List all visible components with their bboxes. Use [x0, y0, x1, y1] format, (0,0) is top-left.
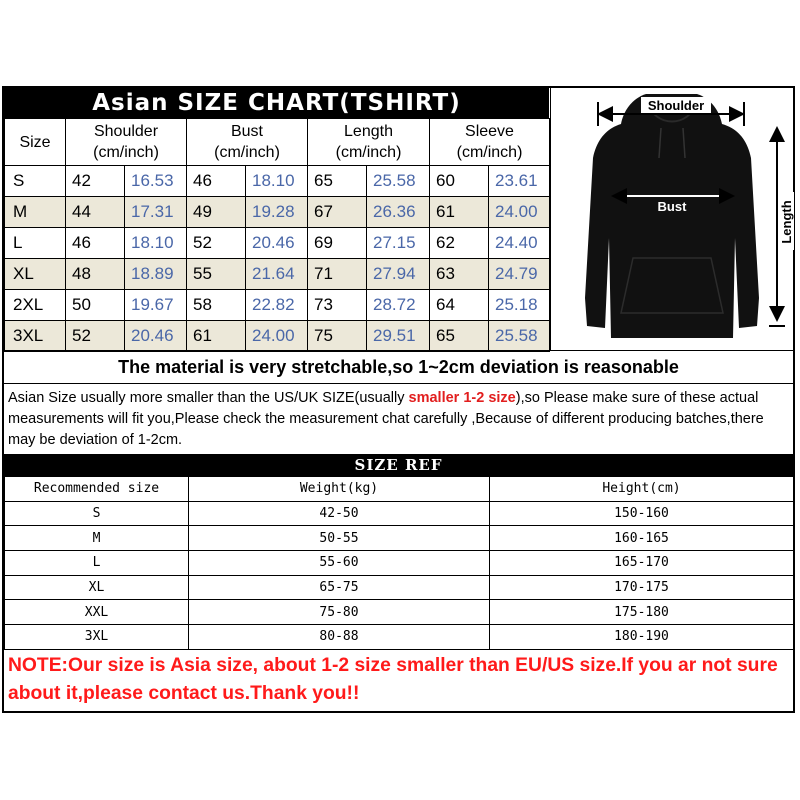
- ref-row: [5, 575, 794, 600]
- inch-cell: 25.18: [489, 290, 550, 321]
- inch-cell: 21.64: [246, 259, 308, 290]
- shoulder-label: Shoulder: [647, 98, 705, 113]
- ref-row: [5, 625, 794, 650]
- ref-weight: 42-50: [189, 501, 490, 526]
- inch-cell: 20.46: [125, 321, 187, 352]
- inch-cell: 24.79: [489, 259, 550, 290]
- inch-cell: 18.89: [125, 259, 187, 290]
- inch-cell: 16.53: [125, 166, 187, 197]
- length-header: Length (cm/inch): [308, 119, 430, 166]
- ref-height: 150-160: [490, 501, 794, 526]
- chart-title: Asian SIZE CHART(TSHIRT): [4, 88, 549, 118]
- inch-cell: 19.28: [246, 197, 308, 228]
- cm-cell: 46: [187, 166, 246, 197]
- cm-cell: 61: [430, 197, 489, 228]
- inch-cell: 25.58: [367, 166, 430, 197]
- table-header-row: [5, 119, 550, 166]
- size-ref-title: SIZE REF: [4, 454, 793, 476]
- inch-cell: 27.94: [367, 259, 430, 290]
- size-cell: M: [5, 197, 66, 228]
- size-header: Size: [5, 119, 66, 166]
- size-cell: XL: [5, 259, 66, 290]
- size-chart-frame: [2, 86, 795, 713]
- table-row: [5, 321, 550, 352]
- ref-weight: 55-60: [189, 551, 490, 576]
- cm-cell: 49: [187, 197, 246, 228]
- ref-height: 175-180: [490, 600, 794, 625]
- hoodie-diagram: [551, 88, 794, 350]
- ref-size: 3XL: [5, 625, 189, 650]
- table-row: [5, 166, 550, 197]
- ref-weight: 50-55: [189, 526, 490, 551]
- inch-cell: 17.31: [125, 197, 187, 228]
- ref-row: [5, 501, 794, 526]
- ref-header-height: Height(cm): [490, 477, 794, 502]
- cm-cell: 75: [308, 321, 367, 352]
- table-row: [5, 290, 550, 321]
- inch-cell: 19.67: [125, 290, 187, 321]
- hoodie-illustration: [550, 88, 794, 350]
- ref-header-row: [5, 477, 794, 502]
- ref-weight: 75-80: [189, 600, 490, 625]
- ref-height: 180-190: [490, 625, 794, 650]
- asian-size-note: Asian Size usually more smaller than the US/UK SIZE(usually smaller 1-2 size),so Please make sure of these actual measurements will fit you,Please check the measurement chat carefully ,Because of different producing batches,there may be deviation of 1-2cm.: [8, 390, 764, 448]
- size-cell: 2XL: [5, 290, 66, 321]
- cm-cell: 52: [187, 228, 246, 259]
- inch-cell: 28.72: [367, 290, 430, 321]
- inch-cell: 20.46: [246, 228, 308, 259]
- cm-cell: 69: [308, 228, 367, 259]
- cm-cell: 62: [430, 228, 489, 259]
- asian-note-highlight: smaller 1-2 size: [408, 390, 516, 406]
- table-row: [5, 197, 550, 228]
- ref-row: [5, 600, 794, 625]
- cm-cell: 52: [66, 321, 125, 352]
- size-ref-table: [4, 476, 794, 650]
- inch-cell: 29.51: [367, 321, 430, 352]
- cm-cell: 64: [430, 290, 489, 321]
- cm-cell: 71: [308, 259, 367, 290]
- cm-cell: 63: [430, 259, 489, 290]
- ref-size: XXL: [5, 600, 189, 625]
- ref-size: L: [5, 551, 189, 576]
- ref-header-size: Recommended size: [5, 477, 189, 502]
- inch-cell: 23.61: [489, 166, 550, 197]
- cm-cell: 61: [187, 321, 246, 352]
- inch-cell: 24.40: [489, 228, 550, 259]
- cm-cell: 73: [308, 290, 367, 321]
- ref-size: XL: [5, 575, 189, 600]
- cm-cell: 58: [187, 290, 246, 321]
- cm-cell: 65: [308, 166, 367, 197]
- length-label: Length: [779, 200, 794, 244]
- ref-row: [5, 551, 794, 576]
- cm-cell: 55: [187, 259, 246, 290]
- inch-cell: 18.10: [246, 166, 308, 197]
- inch-cell: 22.82: [246, 290, 308, 321]
- shoulder-header: Shoulder (cm/inch): [66, 119, 187, 166]
- cm-cell: 46: [66, 228, 125, 259]
- ref-size: S: [5, 501, 189, 526]
- stretch-note: The material is very stretchable,so 1~2cm deviation is reasonable: [4, 350, 793, 384]
- ref-height: 165-170: [490, 551, 794, 576]
- ref-header-weight: Weight(kg): [189, 477, 490, 502]
- inch-cell: 24.00: [246, 321, 308, 352]
- table-row: [5, 228, 550, 259]
- inch-cell: 25.58: [489, 321, 550, 352]
- bust-label: Bust: [657, 199, 687, 214]
- inch-cell: 27.15: [367, 228, 430, 259]
- inch-cell: 18.10: [125, 228, 187, 259]
- bottom-warning-note: NOTE:Our size is Asia size, about 1-2 size smaller than EU/US size.If you ar not sure about it,please contact us.Thank you!!: [8, 655, 778, 704]
- size-cell: L: [5, 228, 66, 259]
- cm-cell: 44: [66, 197, 125, 228]
- size-cell: S: [5, 166, 66, 197]
- cm-cell: 65: [430, 321, 489, 352]
- ref-height: 160-165: [490, 526, 794, 551]
- cm-cell: 67: [308, 197, 367, 228]
- ref-weight: 80-88: [189, 625, 490, 650]
- sleeve-header: Sleeve (cm/inch): [430, 119, 550, 166]
- ref-weight: 65-75: [189, 575, 490, 600]
- size-cell: 3XL: [5, 321, 66, 352]
- cm-cell: 48: [66, 259, 125, 290]
- cm-cell: 60: [430, 166, 489, 197]
- hoodie-shape: [585, 94, 759, 338]
- ref-size: M: [5, 526, 189, 551]
- inch-cell: 24.00: [489, 197, 550, 228]
- inch-cell: 26.36: [367, 197, 430, 228]
- cm-cell: 42: [66, 166, 125, 197]
- sleeve-label: Sleeve: [572, 207, 587, 249]
- ref-height: 170-175: [490, 575, 794, 600]
- ref-row: [5, 526, 794, 551]
- size-chart-table: [4, 118, 550, 352]
- table-row: [5, 259, 550, 290]
- cm-cell: 50: [66, 290, 125, 321]
- bust-header: Bust (cm/inch): [187, 119, 308, 166]
